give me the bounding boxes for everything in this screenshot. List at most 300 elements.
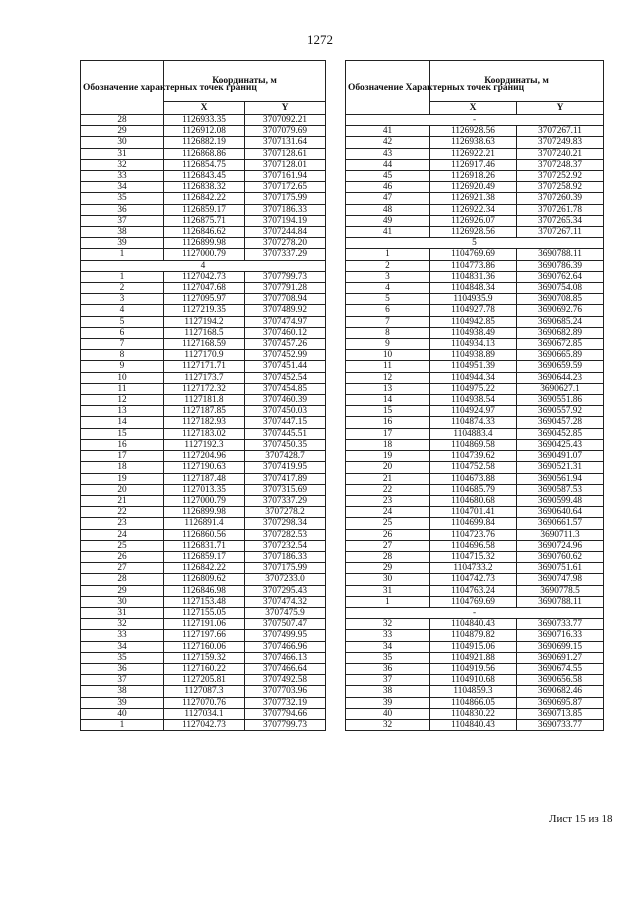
y-cell: 3690751.61 xyxy=(517,563,604,574)
x-cell: 1127042.73 xyxy=(164,271,245,282)
table-row xyxy=(81,283,326,294)
point-id-cell: 7 xyxy=(81,339,164,350)
table-row xyxy=(81,361,326,372)
table-row xyxy=(346,473,604,484)
x-cell: 1126859.17 xyxy=(164,204,245,215)
y-cell: 3707417.89 xyxy=(245,473,326,484)
table-row xyxy=(346,204,604,215)
point-id-cell: 39 xyxy=(81,697,164,708)
x-cell: 1104763.24 xyxy=(430,585,517,596)
y-cell: 3707447.15 xyxy=(245,417,326,428)
table-row xyxy=(81,159,326,170)
table-row xyxy=(81,294,326,305)
y-cell: 3707499.95 xyxy=(245,630,326,641)
table-row xyxy=(346,126,604,137)
x-cell: 1127187.85 xyxy=(164,406,245,417)
point-id-cell: 35 xyxy=(81,193,164,204)
table-row xyxy=(81,551,326,562)
x-cell: 1126838.32 xyxy=(164,182,245,193)
table-row xyxy=(346,215,604,226)
point-id-cell: 38 xyxy=(81,227,164,238)
y-cell: 3690521.31 xyxy=(517,462,604,473)
x-cell: 1127187.48 xyxy=(164,473,245,484)
point-id-cell: 1 xyxy=(346,249,430,260)
x-cell: 1126846.62 xyxy=(164,227,245,238)
table-row xyxy=(81,171,326,182)
x-cell: 1104951.39 xyxy=(430,361,517,372)
table-row xyxy=(81,484,326,495)
x-cell: 1127042.73 xyxy=(164,719,245,730)
section-row xyxy=(346,115,604,126)
table-row xyxy=(81,316,326,327)
table-row xyxy=(346,182,604,193)
x-cell: 1126899.98 xyxy=(164,238,245,249)
table-row xyxy=(81,148,326,159)
x-cell: 1127219.35 xyxy=(164,305,245,316)
point-id-cell: 9 xyxy=(81,361,164,372)
point-id-cell: 40 xyxy=(81,708,164,719)
table-row xyxy=(81,126,326,137)
section-label: 5 xyxy=(346,238,604,249)
x-cell: 1127159.32 xyxy=(164,652,245,663)
table-row xyxy=(346,283,604,294)
y-cell: 3707466.13 xyxy=(245,652,326,663)
table-row xyxy=(81,630,326,641)
x-cell: 1127013.35 xyxy=(164,484,245,495)
section-row xyxy=(346,607,604,618)
x-cell: 1127190.63 xyxy=(164,462,245,473)
point-id-cell: 3 xyxy=(346,271,430,282)
point-id-cell: 34 xyxy=(346,641,430,652)
y-cell: 3690665.89 xyxy=(517,350,604,361)
y-cell: 3690682.46 xyxy=(517,686,604,697)
point-id-cell: 29 xyxy=(81,126,164,137)
y-cell: 3707267.11 xyxy=(517,126,604,137)
x-cell: 1126882.19 xyxy=(164,137,245,148)
table-row xyxy=(81,238,326,249)
y-cell: 3707258.92 xyxy=(517,182,604,193)
y-cell: 3707175.99 xyxy=(245,563,326,574)
table-row xyxy=(81,675,326,686)
table-row xyxy=(81,507,326,518)
point-id-cell: 23 xyxy=(346,495,430,506)
x-cell: 1126918.26 xyxy=(430,171,517,182)
point-id-cell: 34 xyxy=(81,641,164,652)
point-id-cell: 23 xyxy=(81,518,164,529)
y-cell: 3707232.54 xyxy=(245,540,326,551)
table-row xyxy=(346,260,604,271)
y-cell: 3707079.69 xyxy=(245,126,326,137)
point-id-cell: 4 xyxy=(346,283,430,294)
table-row xyxy=(346,305,604,316)
x-cell: 1127182.93 xyxy=(164,417,245,428)
x-cell: 1126843.45 xyxy=(164,171,245,182)
table-row xyxy=(81,271,326,282)
table-row xyxy=(81,417,326,428)
table-row xyxy=(346,507,604,518)
point-id-cell: 29 xyxy=(81,585,164,596)
y-cell: 3707466.96 xyxy=(245,641,326,652)
x-cell: 1126928.56 xyxy=(430,126,517,137)
x-cell: 1127194.2 xyxy=(164,316,245,327)
point-id-cell: 48 xyxy=(346,204,430,215)
table-row xyxy=(346,697,604,708)
section-row xyxy=(81,260,326,271)
point-id-cell: 41 xyxy=(346,126,430,137)
point-id-cell: 45 xyxy=(346,171,430,182)
x-cell: 1104938.54 xyxy=(430,395,517,406)
x-cell: 1104869.58 xyxy=(430,439,517,450)
point-id-cell: 37 xyxy=(346,675,430,686)
y-cell: 3707445.51 xyxy=(245,428,326,439)
y-cell: 3707450.03 xyxy=(245,406,326,417)
x-cell: 1127034.1 xyxy=(164,708,245,719)
y-cell: 3690691.27 xyxy=(517,652,604,663)
table-row xyxy=(81,529,326,540)
point-id-cell: 3 xyxy=(81,294,164,305)
y-cell: 3707475.9 xyxy=(245,607,326,618)
y-cell: 3707708.94 xyxy=(245,294,326,305)
y-cell: 3707337.29 xyxy=(245,495,326,506)
table-row xyxy=(81,663,326,674)
table-row xyxy=(346,159,604,170)
point-id-cell: 21 xyxy=(346,473,430,484)
table-row xyxy=(346,540,604,551)
x-cell: 1126860.56 xyxy=(164,529,245,540)
point-id-cell: 5 xyxy=(346,294,430,305)
x-cell: 1126912.08 xyxy=(164,126,245,137)
point-id-cell: 7 xyxy=(346,316,430,327)
y-cell: 3690711.3 xyxy=(517,529,604,540)
point-id-cell: 14 xyxy=(81,417,164,428)
x-cell: 1104733.2 xyxy=(430,563,517,574)
y-cell: 3690491.07 xyxy=(517,451,604,462)
y-cell: 3690692.76 xyxy=(517,305,604,316)
table-row xyxy=(346,361,604,372)
y-cell: 3707466.64 xyxy=(245,663,326,674)
y-cell: 3707278.2 xyxy=(245,507,326,518)
point-id-cell: 49 xyxy=(346,215,430,226)
point-id-cell: 32 xyxy=(346,619,430,630)
point-id-cell: 27 xyxy=(346,540,430,551)
table-row xyxy=(346,249,604,260)
point-id-cell: 20 xyxy=(346,462,430,473)
x-cell: 1127192.3 xyxy=(164,439,245,450)
table-row xyxy=(346,574,604,585)
x-cell: 1127155.05 xyxy=(164,607,245,618)
y-cell: 3707244.84 xyxy=(245,227,326,238)
x-cell: 1104915.06 xyxy=(430,641,517,652)
x-cell: 1127205.81 xyxy=(164,675,245,686)
x-cell: 1104934.13 xyxy=(430,339,517,350)
point-id-cell: 19 xyxy=(81,473,164,484)
x-cell: 1126922.34 xyxy=(430,204,517,215)
table-row xyxy=(81,719,326,730)
x-cell: 1127204.96 xyxy=(164,451,245,462)
table-row xyxy=(81,249,326,260)
x-cell: 1104715.32 xyxy=(430,551,517,562)
y-cell: 3707278.20 xyxy=(245,238,326,249)
table-row xyxy=(81,137,326,148)
y-cell: 3690716.33 xyxy=(517,630,604,641)
y-cell: 3690659.59 xyxy=(517,361,604,372)
point-id-cell: 22 xyxy=(346,484,430,495)
y-cell: 3707252.92 xyxy=(517,171,604,182)
point-id-cell: 36 xyxy=(346,663,430,674)
table-row xyxy=(346,518,604,529)
y-cell: 3690724.96 xyxy=(517,540,604,551)
table-row xyxy=(81,327,326,338)
table-row xyxy=(81,596,326,607)
x-cell: 1127183.02 xyxy=(164,428,245,439)
y-cell: 3690599.48 xyxy=(517,495,604,506)
point-id-cell: 15 xyxy=(81,428,164,439)
x-cell: 1104944.34 xyxy=(430,372,517,383)
y-cell: 3707703.96 xyxy=(245,686,326,697)
y-header: Y xyxy=(517,102,604,115)
x-cell: 1104685.79 xyxy=(430,484,517,495)
table-row xyxy=(346,395,604,406)
x-cell: 1127181.8 xyxy=(164,395,245,406)
y-cell: 3690551.86 xyxy=(517,395,604,406)
x-cell: 1104935.9 xyxy=(430,294,517,305)
y-cell: 3707295.43 xyxy=(245,585,326,596)
table-row xyxy=(346,271,604,282)
x-cell: 1127153.48 xyxy=(164,596,245,607)
x-cell: 1104680.68 xyxy=(430,495,517,506)
point-id-cell: 20 xyxy=(81,484,164,495)
x-cell: 1104879.82 xyxy=(430,630,517,641)
x-cell: 1104831.36 xyxy=(430,271,517,282)
table-row xyxy=(81,204,326,215)
table-row xyxy=(81,439,326,450)
y-cell: 3707450.35 xyxy=(245,439,326,450)
table-row xyxy=(81,686,326,697)
table-row xyxy=(81,652,326,663)
point-id-cell: 39 xyxy=(346,697,430,708)
point-id-cell: 31 xyxy=(346,585,430,596)
x-cell: 1104910.68 xyxy=(430,675,517,686)
y-cell: 3707161.94 xyxy=(245,171,326,182)
table-row xyxy=(81,708,326,719)
table-row xyxy=(81,462,326,473)
point-id-cell: 8 xyxy=(81,350,164,361)
table-row xyxy=(81,574,326,585)
x-cell: 1104752.58 xyxy=(430,462,517,473)
table-row xyxy=(346,193,604,204)
table-row xyxy=(346,227,604,238)
y-cell: 3690644.23 xyxy=(517,372,604,383)
x-cell: 1104840.43 xyxy=(430,719,517,730)
designation-header: Обозначение характерных точек границ xyxy=(81,61,164,115)
table-row xyxy=(81,563,326,574)
table-row xyxy=(346,641,604,652)
table-row xyxy=(81,451,326,462)
point-id-cell: 16 xyxy=(81,439,164,450)
x-cell: 1127000.79 xyxy=(164,249,245,260)
y-cell: 3690561.94 xyxy=(517,473,604,484)
x-header: X xyxy=(430,102,517,115)
point-id-cell: 6 xyxy=(346,305,430,316)
point-id-cell: 18 xyxy=(346,439,430,450)
y-cell: 3707265.34 xyxy=(517,215,604,226)
table-row xyxy=(81,518,326,529)
point-id-cell: 21 xyxy=(81,495,164,506)
table-row xyxy=(346,339,604,350)
point-id-cell: 46 xyxy=(346,182,430,193)
table-row xyxy=(346,484,604,495)
y-header: Y xyxy=(245,102,326,115)
table-row xyxy=(346,417,604,428)
point-id-cell: 13 xyxy=(81,406,164,417)
point-id-cell: 39 xyxy=(81,238,164,249)
y-cell: 3690760.62 xyxy=(517,551,604,562)
point-id-cell: 35 xyxy=(346,652,430,663)
x-cell: 1127172.32 xyxy=(164,383,245,394)
table-row xyxy=(346,708,604,719)
point-id-cell: 12 xyxy=(346,372,430,383)
point-id-cell: 22 xyxy=(81,507,164,518)
x-cell: 1126875.71 xyxy=(164,215,245,226)
y-cell: 3690656.58 xyxy=(517,675,604,686)
y-cell: 3690733.77 xyxy=(517,619,604,630)
y-cell: 3690747.98 xyxy=(517,574,604,585)
x-cell: 1104919.56 xyxy=(430,663,517,674)
point-id-cell: 30 xyxy=(81,137,164,148)
point-id-cell: 32 xyxy=(346,719,430,730)
y-cell: 3707260.39 xyxy=(517,193,604,204)
table-row xyxy=(346,563,604,574)
point-id-cell: 1 xyxy=(81,249,164,260)
y-cell: 3690682.89 xyxy=(517,327,604,338)
x-cell: 1104723.76 xyxy=(430,529,517,540)
x-cell: 1104924.97 xyxy=(430,406,517,417)
y-cell: 3707457.26 xyxy=(245,339,326,350)
x-cell: 1104742.73 xyxy=(430,574,517,585)
x-cell: 1126891.4 xyxy=(164,518,245,529)
y-cell: 3707194.19 xyxy=(245,215,326,226)
y-cell: 3690788.11 xyxy=(517,249,604,260)
x-cell: 1104866.05 xyxy=(430,697,517,708)
left-table-body xyxy=(81,115,326,731)
point-id-cell: 19 xyxy=(346,451,430,462)
x-header: X xyxy=(164,102,245,115)
table-row xyxy=(346,372,604,383)
x-cell: 1126917.46 xyxy=(430,159,517,170)
table-row xyxy=(81,182,326,193)
y-cell: 3690557.92 xyxy=(517,406,604,417)
x-cell: 1126899.98 xyxy=(164,507,245,518)
x-cell: 1104859.3 xyxy=(430,686,517,697)
table-row xyxy=(81,305,326,316)
table-row xyxy=(346,383,604,394)
y-cell: 3707233.0 xyxy=(245,574,326,585)
x-cell: 1126928.56 xyxy=(430,227,517,238)
coordinates-header: Координаты, м xyxy=(430,61,604,102)
x-cell: 1126921.38 xyxy=(430,193,517,204)
y-cell: 3707240.21 xyxy=(517,148,604,159)
table-row xyxy=(81,697,326,708)
coordinates-header: Координаты, м xyxy=(164,61,326,102)
y-cell: 3690708.85 xyxy=(517,294,604,305)
point-id-cell: 16 xyxy=(346,417,430,428)
point-id-cell: 26 xyxy=(81,551,164,562)
table-row xyxy=(346,585,604,596)
y-cell: 3707248.37 xyxy=(517,159,604,170)
point-id-cell: 34 xyxy=(81,182,164,193)
point-id-cell: 18 xyxy=(81,462,164,473)
point-id-cell: 13 xyxy=(346,383,430,394)
x-cell: 1127170.9 xyxy=(164,350,245,361)
x-cell: 1104701.41 xyxy=(430,507,517,518)
point-id-cell: 27 xyxy=(81,563,164,574)
x-cell: 1104938.89 xyxy=(430,350,517,361)
point-id-cell: 32 xyxy=(81,619,164,630)
point-id-cell: 9 xyxy=(346,339,430,350)
x-cell: 1104696.58 xyxy=(430,540,517,551)
table-row xyxy=(346,137,604,148)
point-id-cell: 31 xyxy=(81,148,164,159)
table-row xyxy=(81,193,326,204)
y-cell: 3707428.7 xyxy=(245,451,326,462)
y-cell: 3690661.57 xyxy=(517,518,604,529)
point-id-cell: 43 xyxy=(346,148,430,159)
table-row xyxy=(346,551,604,562)
y-cell: 3707282.53 xyxy=(245,529,326,540)
y-cell: 3707460.12 xyxy=(245,327,326,338)
point-id-cell: 30 xyxy=(346,574,430,585)
point-id-cell: 31 xyxy=(81,607,164,618)
point-id-cell: 33 xyxy=(81,630,164,641)
x-cell: 1127173.7 xyxy=(164,372,245,383)
y-cell: 3707337.29 xyxy=(245,249,326,260)
y-cell: 3707799.73 xyxy=(245,271,326,282)
table-row xyxy=(81,339,326,350)
y-cell: 3690788.11 xyxy=(517,596,604,607)
x-cell: 1126854.75 xyxy=(164,159,245,170)
section-label: 4 xyxy=(81,260,326,271)
x-cell: 1104848.34 xyxy=(430,283,517,294)
point-id-cell: 2 xyxy=(346,260,430,271)
table-row xyxy=(346,327,604,338)
point-id-cell: 5 xyxy=(81,316,164,327)
section-label: - xyxy=(346,115,604,126)
x-cell: 1127168.59 xyxy=(164,339,245,350)
y-cell: 3707732.19 xyxy=(245,697,326,708)
y-cell: 3707128.61 xyxy=(245,148,326,159)
point-id-cell: 47 xyxy=(346,193,430,204)
y-cell: 3707452.99 xyxy=(245,350,326,361)
table-row xyxy=(81,619,326,630)
table-row xyxy=(81,227,326,238)
point-id-cell: 17 xyxy=(81,451,164,462)
table-row xyxy=(346,406,604,417)
table-row xyxy=(81,395,326,406)
point-id-cell: 35 xyxy=(81,652,164,663)
table-row xyxy=(346,451,604,462)
designation-header: Обозначение Характерных точек границ xyxy=(346,61,430,115)
point-id-cell: 10 xyxy=(81,372,164,383)
table-row xyxy=(346,294,604,305)
sheet-footer: Лист 15 из 18 xyxy=(549,813,613,825)
y-cell: 3707452.54 xyxy=(245,372,326,383)
table-row xyxy=(346,462,604,473)
table-row xyxy=(81,540,326,551)
table-row xyxy=(81,406,326,417)
table-row xyxy=(346,495,604,506)
y-cell: 3690762.64 xyxy=(517,271,604,282)
y-cell: 3707492.58 xyxy=(245,675,326,686)
